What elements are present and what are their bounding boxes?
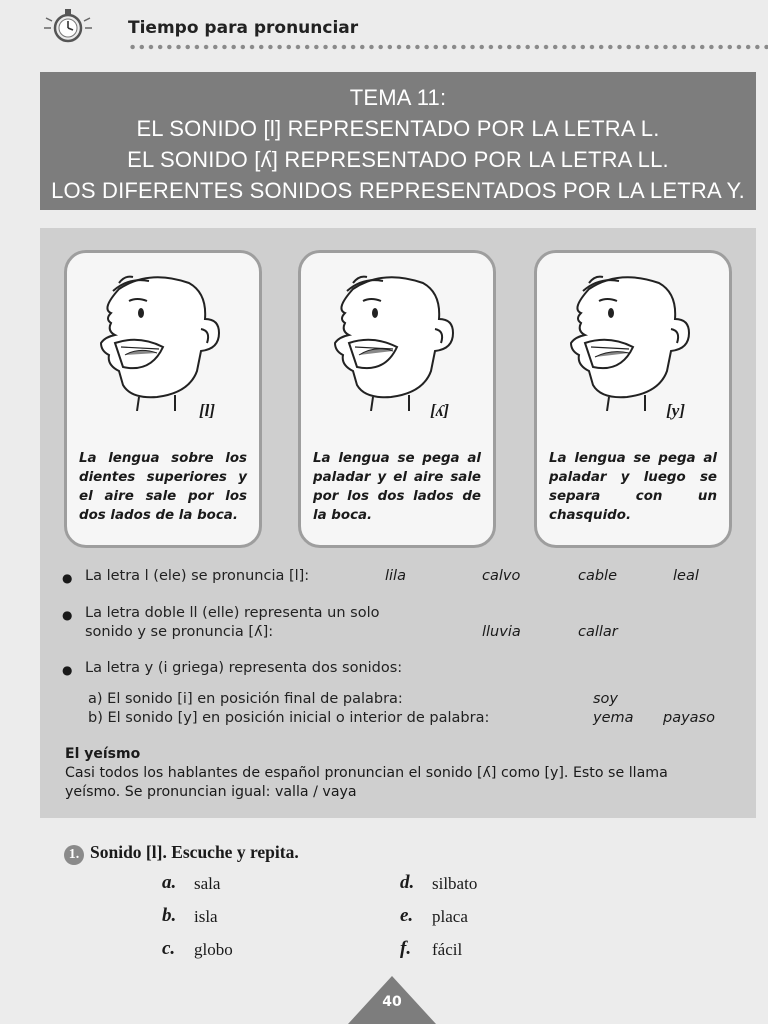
item-letter: b. (162, 905, 177, 926)
yeismo-line: yeísmo. Se pronuncian igual: valla / vaya (65, 784, 357, 800)
face-illustration (313, 261, 473, 411)
example-word: leal (673, 568, 699, 584)
example-word: lluvia (482, 624, 521, 640)
example-word: cable (578, 568, 618, 584)
dotted-divider (128, 44, 768, 50)
yeismo-line: Casi todos los hablantes de español pronuncian el sonido [ʎ] como [y]. Esto se llama (65, 765, 668, 781)
bullet-icon: ● (62, 571, 73, 585)
bullet-icon: ● (62, 663, 73, 677)
item-letter: a. (162, 872, 177, 893)
example-word: yema (593, 710, 634, 726)
rule-text: La letra y (i griega) representa dos sonidos: (85, 660, 403, 676)
face-illustration (79, 261, 239, 411)
face-illustration (549, 261, 709, 411)
yeismo-title: El yeísmo (65, 746, 141, 762)
exercise-word: globo (194, 940, 233, 959)
topic-banner (40, 72, 756, 210)
example-word: payaso (663, 710, 715, 726)
banner-line: LOS DIFERENTES SONIDOS REPRESENTADOS POR LA LETRA Y. (51, 178, 745, 203)
explanation-panel (40, 228, 756, 818)
example-word: soy (593, 691, 619, 707)
articulation-caption: La lengua se pega al paladar y el aire sale por los dos lados de la boca. (313, 451, 481, 523)
exercise-number: 1. (64, 845, 84, 865)
item-letter: d. (400, 872, 415, 893)
yeismo-description (65, 764, 755, 802)
articulation-card (534, 250, 732, 548)
phonetic-symbol: [l] (198, 401, 215, 420)
exercise-heading (64, 842, 299, 865)
articulation-caption: La lengua se pega al paladar y luego se separa con un chasquido. (549, 451, 717, 523)
page-header (40, 0, 768, 56)
item-letter: c. (162, 938, 176, 959)
rule-text: a) El sonido [i] en posición final de palabra: (88, 691, 403, 707)
articulation-caption: La lengua sobre los dientes superiores y el aire sale por los dos lados de la boca. (79, 451, 247, 523)
example-word: calvo (482, 568, 521, 584)
exercise-word: silbato (432, 874, 478, 893)
banner-line: EL SONIDO [l] REPRESENTADO POR LA LETRA L. (136, 116, 660, 141)
example-word: callar (578, 624, 618, 640)
example-word: lila (385, 568, 406, 584)
item-letter: e. (400, 905, 414, 926)
articulation-card (64, 250, 262, 548)
exercise-word: fácil (432, 940, 463, 959)
page-number: 40 (382, 994, 402, 1010)
section-title: Tiempo para pronunciar (128, 18, 359, 38)
articulation-card (298, 250, 496, 548)
stopwatch-icon (40, 4, 96, 48)
bullet-icon: ● (62, 608, 73, 622)
exercise-word: placa (432, 907, 468, 926)
banner-line: TEMA 11: (349, 85, 447, 110)
exercise-word: isla (194, 907, 218, 926)
rule-text: La letra doble ll (elle) representa un solo (85, 605, 380, 621)
exercise-title: Sonido [l]. Escuche y repita. (90, 842, 299, 862)
item-letter: f. (400, 938, 412, 959)
rule-text: sonido y se pronuncia [ʎ]: (85, 624, 274, 640)
banner-line: EL SONIDO [ʎ] REPRESENTADO POR LA LETRA LL. (127, 147, 669, 172)
rule-text: La letra l (ele) se pronuncia [l]: (85, 568, 310, 584)
exercise-word: sala (194, 874, 221, 893)
rule-text: b) El sonido [y] en posición inicial o interior de palabra: (88, 710, 490, 726)
phonetic-symbol: [y] (666, 401, 685, 420)
phonetic-symbol: [ʎ] (430, 401, 449, 420)
